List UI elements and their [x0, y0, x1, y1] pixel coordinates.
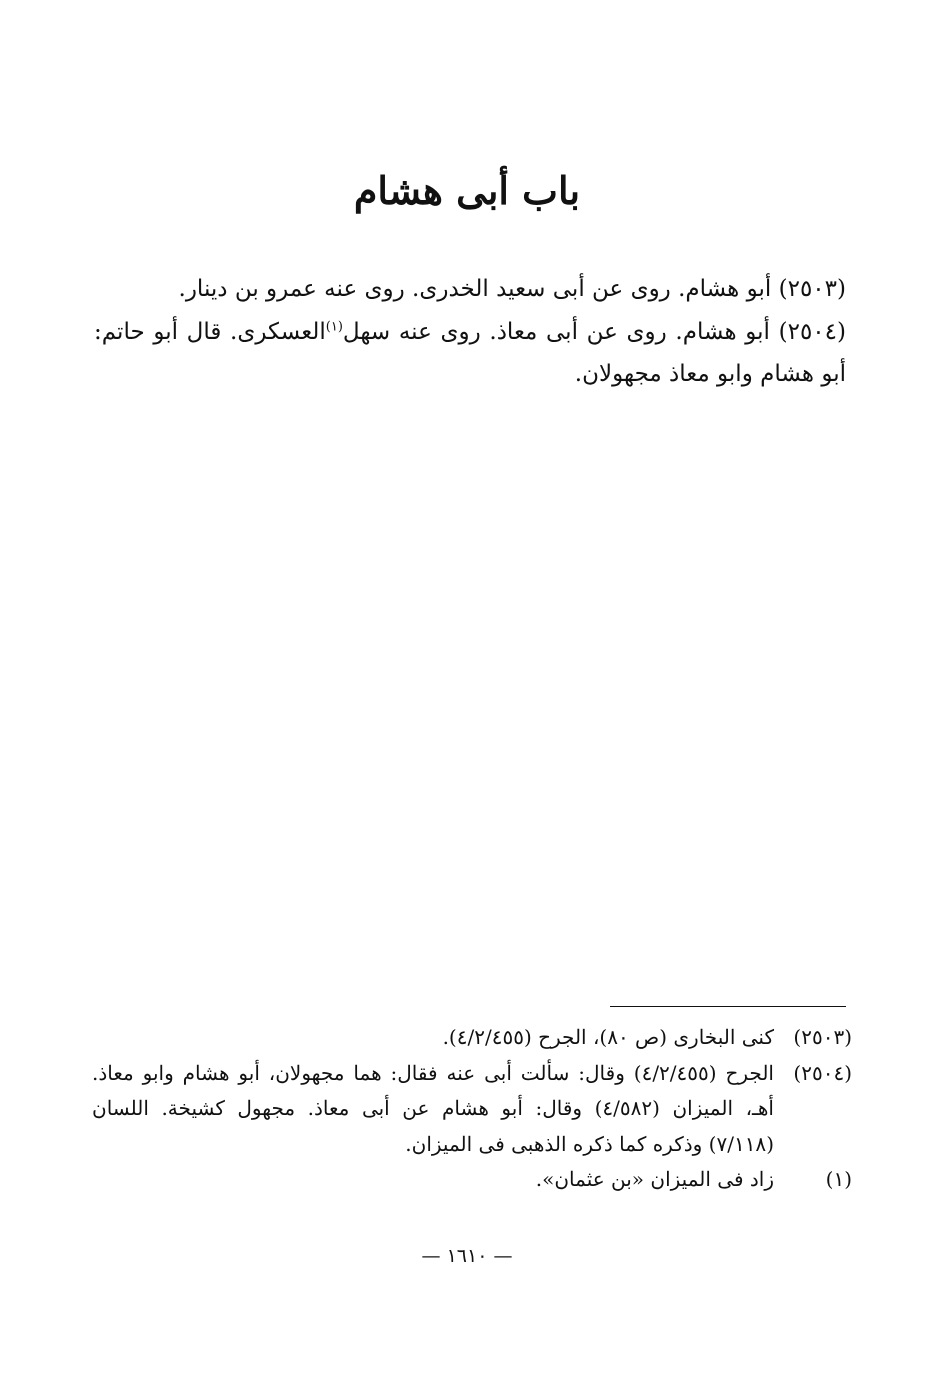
footnote-2503 — [92, 1020, 852, 1056]
footnotes — [92, 1020, 852, 1198]
footnote-text: كنى البخارى (ص ٨٠)، الجرح (٤/٢/٤٥٥). — [442, 1025, 774, 1049]
page-number: — ١٦١٠ — — [421, 1245, 513, 1267]
footnote-number: (٢٥٠٣) — [793, 1025, 852, 1049]
footnote-number: (٢٥٠٤) — [793, 1060, 852, 1085]
footnote-reference[interactable]: (١) — [325, 318, 343, 334]
chapter-title: باب أبى هشام — [353, 168, 581, 213]
entry-text: أبو هشام. روى عن أبى سعيد الخدرى. روى عنه عمرو بن دينار. — [178, 276, 772, 302]
footnote-2504 — [92, 1056, 852, 1163]
entry-2504 — [94, 311, 846, 396]
footnote-number: (١) — [825, 1167, 852, 1192]
entry-text-part-2: العسكرى. قال أبو حاتم: أبو هشام وابو معاذ مجهولان. — [94, 318, 846, 388]
entry-text-part-1: أبو هشام. روى عن أبى معاذ. روى عنه سهل — [342, 318, 770, 345]
footnote-text: الجرح (٤/٢/٤٥٥) وقال: سألت أبى عنه فقال: هما مجهولان، أبو هشام وابو معاذ. أهـ، الميزان (٤/٥٨٢) وقال: أبو هشام عن أبى معاذ. مجهول كشيخة. اللسان (٧/١١٨) وذكره كما ذكره الذهبى فى الميزان. — [92, 1060, 774, 1156]
entry-number: (٢٥٠٤) — [778, 318, 846, 345]
footnote-divider — [610, 1006, 846, 1007]
entry-number: (٢٥٠٣) — [778, 276, 846, 302]
entry-2503 — [94, 268, 846, 311]
footnote-1 — [92, 1162, 852, 1198]
main-text — [94, 268, 846, 396]
footnote-text: زاد فى الميزان «بن عثمان». — [535, 1167, 774, 1192]
